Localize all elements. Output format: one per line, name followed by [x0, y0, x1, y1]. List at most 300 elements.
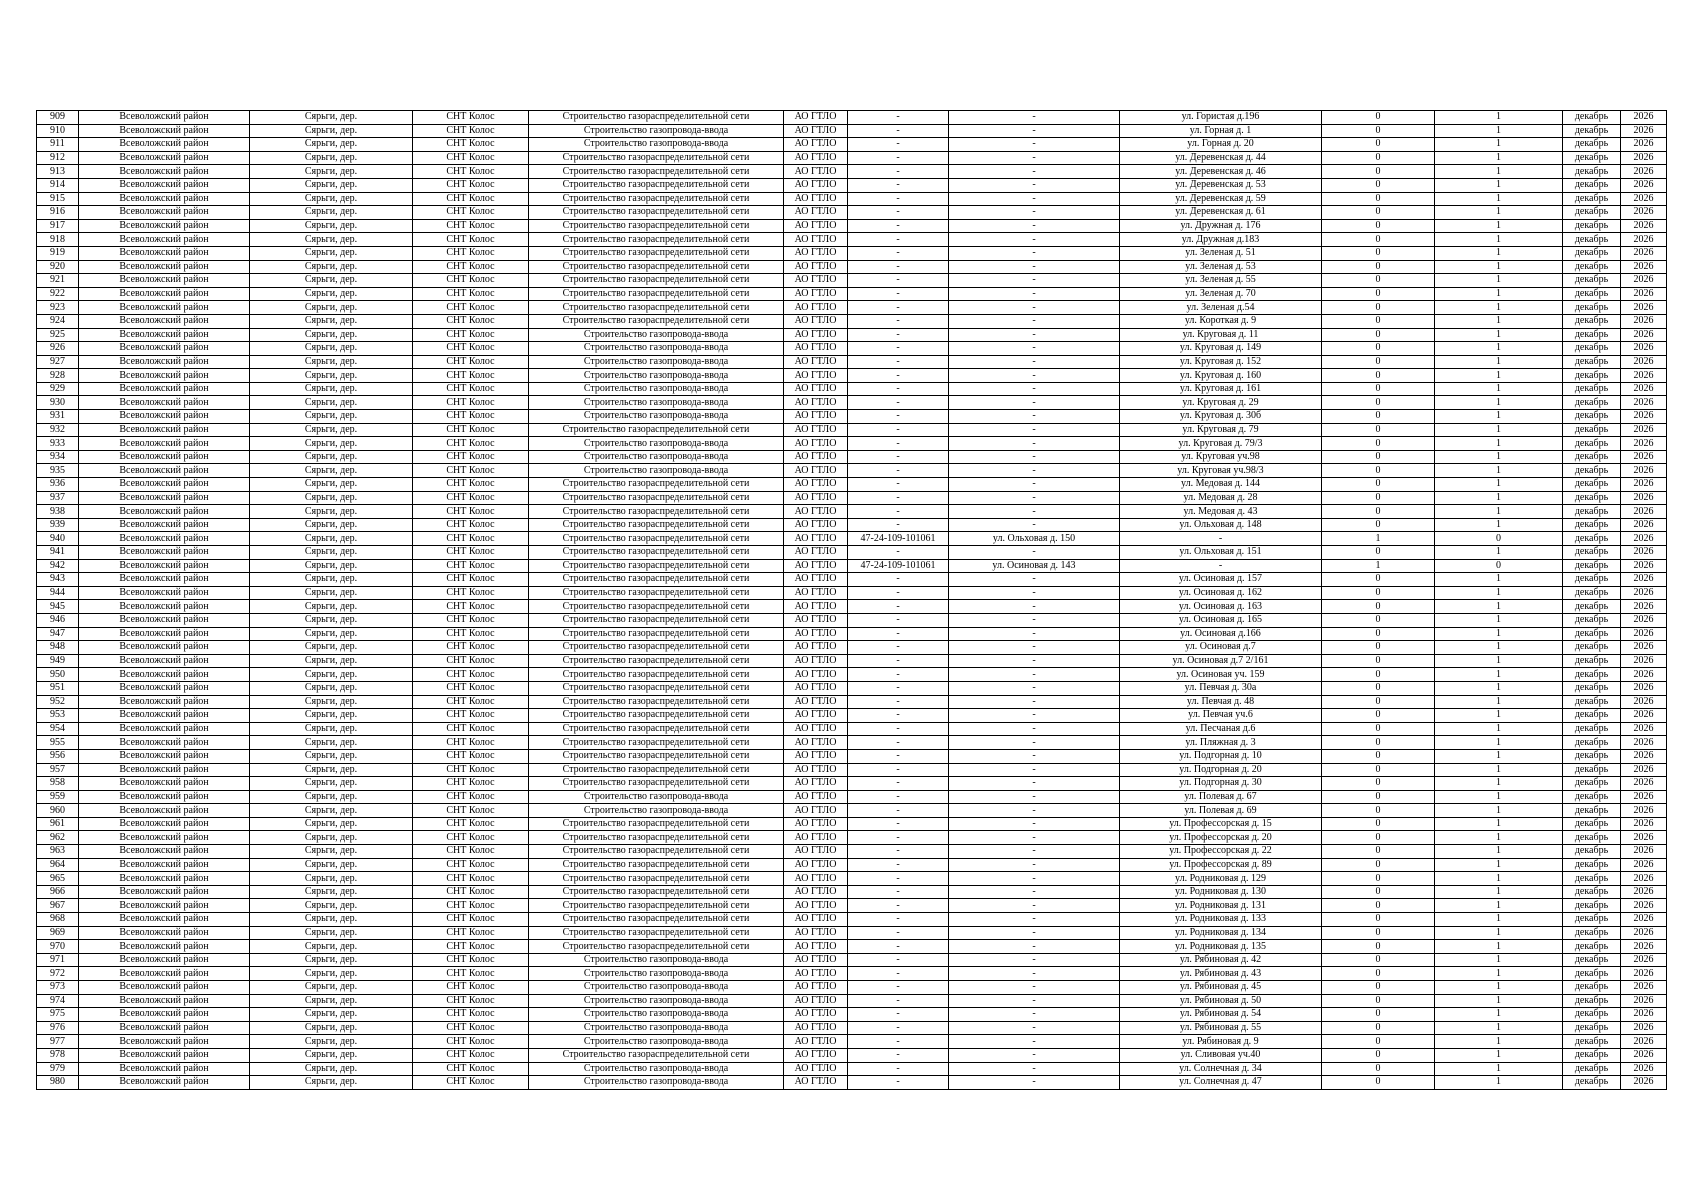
cell-work-type: Строительство газораспределительной сети: [529, 314, 784, 328]
cell-district: Всеволожский район: [79, 206, 250, 220]
table-row: [37, 111, 1667, 125]
cell-settlement: Сярьги, дер.: [250, 627, 413, 641]
cell-cadastral-number: -: [848, 994, 949, 1008]
cell-row-number: 913: [37, 165, 79, 179]
cell-month: декабрь: [1563, 151, 1621, 165]
cell-association: СНТ Колос: [413, 165, 529, 179]
cell-count-b: 1: [1435, 546, 1563, 560]
cell-work-type: Строительство газораспределительной сети: [529, 654, 784, 668]
cell-year: 2026: [1621, 478, 1667, 492]
cell-month: декабрь: [1563, 1021, 1621, 1035]
cell-plot-address: -: [949, 953, 1120, 967]
cell-count-b: 1: [1435, 342, 1563, 356]
cell-street-address: ул. Рябиновая д. 54: [1120, 1008, 1322, 1022]
cell-year: 2026: [1621, 722, 1667, 736]
cell-year: 2026: [1621, 831, 1667, 845]
cell-district: Всеволожский район: [79, 654, 250, 668]
cell-organization: АО ГТЛО: [784, 287, 848, 301]
cell-organization: АО ГТЛО: [784, 450, 848, 464]
cell-month: декабрь: [1563, 192, 1621, 206]
cell-month: декабрь: [1563, 654, 1621, 668]
cell-plot-address: -: [949, 274, 1120, 288]
cell-street-address: ул. Зеленая д. 70: [1120, 287, 1322, 301]
cell-cadastral-number: -: [848, 1035, 949, 1049]
cell-district: Всеволожский район: [79, 437, 250, 451]
cell-count-b: 1: [1435, 178, 1563, 192]
cell-cadastral-number: -: [848, 913, 949, 927]
cell-association: СНТ Колос: [413, 478, 529, 492]
cell-association: СНТ Колос: [413, 546, 529, 560]
cell-association: СНТ Колос: [413, 246, 529, 260]
cell-work-type: Строительство газораспределительной сети: [529, 668, 784, 682]
cell-association: СНТ Колос: [413, 437, 529, 451]
cell-district: Всеволожский район: [79, 233, 250, 247]
cell-count-b: 1: [1435, 668, 1563, 682]
cell-year: 2026: [1621, 817, 1667, 831]
cell-plot-address: -: [949, 314, 1120, 328]
cell-association: СНТ Колос: [413, 600, 529, 614]
cell-cadastral-number: -: [848, 777, 949, 791]
cell-cadastral-number: -: [848, 178, 949, 192]
cell-work-type: Строительство газопровода-ввода: [529, 328, 784, 342]
cell-work-type: Строительство газопровода-ввода: [529, 396, 784, 410]
cell-count-b: 1: [1435, 804, 1563, 818]
cell-work-type: Строительство газораспределительной сети: [529, 586, 784, 600]
cell-row-number: 961: [37, 817, 79, 831]
table-row: [37, 491, 1667, 505]
cell-row-number: 927: [37, 355, 79, 369]
cell-work-type: Строительство газопровода-ввода: [529, 953, 784, 967]
cell-settlement: Сярьги, дер.: [250, 559, 413, 573]
cell-settlement: Сярьги, дер.: [250, 1076, 413, 1090]
cell-year: 2026: [1621, 695, 1667, 709]
cell-count-a: 0: [1322, 872, 1435, 886]
cell-district: Всеволожский район: [79, 546, 250, 560]
cell-row-number: 947: [37, 627, 79, 641]
cell-row-number: 952: [37, 695, 79, 709]
cell-row-number: 963: [37, 845, 79, 859]
cell-cadastral-number: -: [848, 763, 949, 777]
cell-district: Всеволожский район: [79, 831, 250, 845]
cell-district: Всеволожский район: [79, 382, 250, 396]
cell-month: декабрь: [1563, 600, 1621, 614]
cell-organization: АО ГТЛО: [784, 491, 848, 505]
cell-street-address: ул. Круговая д. 160: [1120, 369, 1322, 383]
cell-association: СНТ Колос: [413, 192, 529, 206]
cell-association: СНТ Колос: [413, 641, 529, 655]
table-row: [37, 885, 1667, 899]
cell-count-b: 1: [1435, 994, 1563, 1008]
cell-month: декабрь: [1563, 749, 1621, 763]
cell-plot-address: -: [949, 287, 1120, 301]
cell-count-b: 1: [1435, 314, 1563, 328]
cell-plot-address: -: [949, 967, 1120, 981]
cell-month: декабрь: [1563, 926, 1621, 940]
cell-settlement: Сярьги, дер.: [250, 681, 413, 695]
cell-street-address: ул. Профессорская д. 20: [1120, 831, 1322, 845]
cell-row-number: 956: [37, 749, 79, 763]
cell-district: Всеволожский район: [79, 328, 250, 342]
cell-association: СНТ Колос: [413, 804, 529, 818]
cell-month: декабрь: [1563, 274, 1621, 288]
cell-settlement: Сярьги, дер.: [250, 994, 413, 1008]
cell-month: декабрь: [1563, 260, 1621, 274]
cell-street-address: ул. Осиновая уч. 159: [1120, 668, 1322, 682]
cell-plot-address: -: [949, 777, 1120, 791]
cell-plot-address: -: [949, 1048, 1120, 1062]
cell-month: декабрь: [1563, 1076, 1621, 1090]
cell-settlement: Сярьги, дер.: [250, 342, 413, 356]
cell-plot-address: -: [949, 1062, 1120, 1076]
cell-count-b: 1: [1435, 260, 1563, 274]
cell-plot-address: -: [949, 790, 1120, 804]
cell-settlement: Сярьги, дер.: [250, 260, 413, 274]
cell-row-number: 922: [37, 287, 79, 301]
table-row: [37, 790, 1667, 804]
table-row: [37, 301, 1667, 315]
cell-cadastral-number: 47-24-109-101061: [848, 532, 949, 546]
cell-organization: АО ГТЛО: [784, 668, 848, 682]
cell-street-address: ул. Сливовая уч.40: [1120, 1048, 1322, 1062]
cell-plot-address: -: [949, 165, 1120, 179]
cell-plot-address: -: [949, 369, 1120, 383]
cell-work-type: Строительство газопровода-ввода: [529, 138, 784, 152]
cell-count-a: 0: [1322, 246, 1435, 260]
cell-count-a: 0: [1322, 736, 1435, 750]
cell-association: СНТ Колос: [413, 777, 529, 791]
cell-count-b: 1: [1435, 1035, 1563, 1049]
cell-month: декабрь: [1563, 355, 1621, 369]
cell-association: СНТ Колос: [413, 681, 529, 695]
cell-organization: АО ГТЛО: [784, 777, 848, 791]
cell-month: декабрь: [1563, 478, 1621, 492]
cell-cadastral-number: -: [848, 1021, 949, 1035]
cell-count-a: 0: [1322, 763, 1435, 777]
cell-cadastral-number: -: [848, 573, 949, 587]
table-row: [37, 233, 1667, 247]
cell-association: СНТ Колос: [413, 695, 529, 709]
cell-cadastral-number: -: [848, 1008, 949, 1022]
cell-month: декабрь: [1563, 777, 1621, 791]
cell-row-number: 958: [37, 777, 79, 791]
table-row: [37, 831, 1667, 845]
cell-year: 2026: [1621, 804, 1667, 818]
cell-plot-address: ул. Ольховая д. 150: [949, 532, 1120, 546]
cell-year: 2026: [1621, 206, 1667, 220]
cell-association: СНТ Колос: [413, 328, 529, 342]
cell-count-b: 1: [1435, 1076, 1563, 1090]
cell-count-b: 1: [1435, 450, 1563, 464]
cell-month: декабрь: [1563, 206, 1621, 220]
cell-count-b: 1: [1435, 423, 1563, 437]
table-row: [37, 287, 1667, 301]
cell-cadastral-number: -: [848, 287, 949, 301]
cell-organization: АО ГТЛО: [784, 885, 848, 899]
cell-district: Всеволожский район: [79, 573, 250, 587]
cell-district: Всеволожский район: [79, 681, 250, 695]
cell-street-address: -: [1120, 532, 1322, 546]
cell-count-a: 0: [1322, 994, 1435, 1008]
cell-association: СНТ Колос: [413, 709, 529, 723]
cell-association: СНТ Колос: [413, 274, 529, 288]
cell-street-address: ул. Деревенская д. 46: [1120, 165, 1322, 179]
cell-street-address: ул. Подгорная д. 30: [1120, 777, 1322, 791]
cell-count-a: 0: [1322, 926, 1435, 940]
cell-year: 2026: [1621, 981, 1667, 995]
cell-association: СНТ Колос: [413, 872, 529, 886]
cell-cadastral-number: -: [848, 342, 949, 356]
cell-year: 2026: [1621, 627, 1667, 641]
cell-count-a: 0: [1322, 287, 1435, 301]
cell-count-b: 1: [1435, 151, 1563, 165]
cell-cadastral-number: -: [848, 219, 949, 233]
cell-year: 2026: [1621, 546, 1667, 560]
cell-month: декабрь: [1563, 138, 1621, 152]
cell-organization: АО ГТЛО: [784, 586, 848, 600]
table-row: [37, 410, 1667, 424]
cell-street-address: ул. Горная д. 20: [1120, 138, 1322, 152]
cell-settlement: Сярьги, дер.: [250, 165, 413, 179]
cell-cadastral-number: -: [848, 328, 949, 342]
cell-year: 2026: [1621, 491, 1667, 505]
cell-organization: АО ГТЛО: [784, 899, 848, 913]
cell-plot-address: -: [949, 505, 1120, 519]
cell-count-a: 0: [1322, 369, 1435, 383]
cell-month: декабрь: [1563, 546, 1621, 560]
cell-work-type: Строительство газопровода-ввода: [529, 437, 784, 451]
cell-count-a: 0: [1322, 382, 1435, 396]
cell-cadastral-number: -: [848, 613, 949, 627]
cell-settlement: Сярьги, дер.: [250, 532, 413, 546]
cell-organization: АО ГТЛО: [784, 328, 848, 342]
cell-row-number: 924: [37, 314, 79, 328]
cell-count-b: 1: [1435, 736, 1563, 750]
cell-year: 2026: [1621, 899, 1667, 913]
cell-organization: АО ГТЛО: [784, 967, 848, 981]
cell-work-type: Строительство газораспределительной сети: [529, 233, 784, 247]
cell-organization: АО ГТЛО: [784, 845, 848, 859]
cell-year: 2026: [1621, 138, 1667, 152]
cell-district: Всеволожский район: [79, 369, 250, 383]
cell-month: декабрь: [1563, 369, 1621, 383]
cell-settlement: Сярьги, дер.: [250, 505, 413, 519]
cell-month: декабрь: [1563, 328, 1621, 342]
cell-settlement: Сярьги, дер.: [250, 1021, 413, 1035]
cell-settlement: Сярьги, дер.: [250, 396, 413, 410]
cell-settlement: Сярьги, дер.: [250, 722, 413, 736]
cell-cadastral-number: -: [848, 518, 949, 532]
cell-district: Всеволожский район: [79, 736, 250, 750]
cell-settlement: Сярьги, дер.: [250, 926, 413, 940]
cell-district: Всеволожский район: [79, 709, 250, 723]
cell-street-address: ул. Рябиновая д. 42: [1120, 953, 1322, 967]
cell-cadastral-number: -: [848, 478, 949, 492]
cell-count-a: 0: [1322, 355, 1435, 369]
cell-district: Всеволожский район: [79, 491, 250, 505]
cell-street-address: ул. Осиновая д. 162: [1120, 586, 1322, 600]
cell-count-a: 0: [1322, 627, 1435, 641]
cell-work-type: Строительство газораспределительной сети: [529, 695, 784, 709]
cell-month: декабрь: [1563, 967, 1621, 981]
cell-count-a: 0: [1322, 981, 1435, 995]
cell-work-type: Строительство газораспределительной сети: [529, 817, 784, 831]
cell-count-a: 0: [1322, 600, 1435, 614]
cell-association: СНТ Колос: [413, 1062, 529, 1076]
cell-count-b: 1: [1435, 410, 1563, 424]
cell-settlement: Сярьги, дер.: [250, 1048, 413, 1062]
cell-row-number: 926: [37, 342, 79, 356]
cell-count-a: 0: [1322, 668, 1435, 682]
cell-year: 2026: [1621, 1076, 1667, 1090]
cell-district: Всеволожский район: [79, 219, 250, 233]
cell-organization: АО ГТЛО: [784, 246, 848, 260]
cell-district: Всеволожский район: [79, 953, 250, 967]
cell-work-type: Строительство газопровода-ввода: [529, 1035, 784, 1049]
cell-district: Всеволожский район: [79, 858, 250, 872]
cell-count-b: 1: [1435, 817, 1563, 831]
cell-association: СНТ Колос: [413, 858, 529, 872]
cell-count-a: 0: [1322, 518, 1435, 532]
table-row: [37, 641, 1667, 655]
cell-count-b: 1: [1435, 749, 1563, 763]
cell-row-number: 915: [37, 192, 79, 206]
cell-district: Всеволожский район: [79, 641, 250, 655]
cell-street-address: ул. Певчая уч.6: [1120, 709, 1322, 723]
cell-district: Всеволожский район: [79, 804, 250, 818]
cell-month: декабрь: [1563, 314, 1621, 328]
table-row: [37, 274, 1667, 288]
cell-year: 2026: [1621, 111, 1667, 125]
cell-cadastral-number: -: [848, 437, 949, 451]
cell-association: СНТ Колос: [413, 1021, 529, 1035]
cell-district: Всеволожский район: [79, 138, 250, 152]
cell-settlement: Сярьги, дер.: [250, 641, 413, 655]
cell-work-type: Строительство газопровода-ввода: [529, 1021, 784, 1035]
cell-association: СНТ Колос: [413, 573, 529, 587]
cell-association: СНТ Колос: [413, 1076, 529, 1090]
cell-plot-address: -: [949, 423, 1120, 437]
cell-count-a: 0: [1322, 151, 1435, 165]
cell-organization: АО ГТЛО: [784, 804, 848, 818]
cell-association: СНТ Колос: [413, 369, 529, 383]
cell-cadastral-number: -: [848, 695, 949, 709]
cell-count-a: 0: [1322, 913, 1435, 927]
cell-year: 2026: [1621, 260, 1667, 274]
cell-cadastral-number: -: [848, 940, 949, 954]
cell-count-b: 1: [1435, 913, 1563, 927]
cell-work-type: Строительство газораспределительной сети: [529, 613, 784, 627]
cell-count-b: 1: [1435, 233, 1563, 247]
table-body: [37, 111, 1667, 1090]
table-row: [37, 736, 1667, 750]
cell-work-type: Строительство газораспределительной сети: [529, 518, 784, 532]
cell-work-type: Строительство газораспределительной сети: [529, 260, 784, 274]
cell-organization: АО ГТЛО: [784, 695, 848, 709]
cell-organization: АО ГТЛО: [784, 926, 848, 940]
cell-district: Всеволожский район: [79, 450, 250, 464]
cell-count-a: 0: [1322, 831, 1435, 845]
cell-year: 2026: [1621, 709, 1667, 723]
cell-count-b: 1: [1435, 654, 1563, 668]
cell-street-address: ул. Осиновая д.166: [1120, 627, 1322, 641]
cell-cadastral-number: -: [848, 491, 949, 505]
cell-settlement: Сярьги, дер.: [250, 763, 413, 777]
cell-district: Всеволожский район: [79, 967, 250, 981]
cell-plot-address: -: [949, 111, 1120, 125]
cell-street-address: ул. Гористая д.196: [1120, 111, 1322, 125]
cell-organization: АО ГТЛО: [784, 641, 848, 655]
cell-plot-address: -: [949, 573, 1120, 587]
cell-year: 2026: [1621, 845, 1667, 859]
cell-street-address: ул. Певчая д. 48: [1120, 695, 1322, 709]
cell-year: 2026: [1621, 219, 1667, 233]
cell-organization: АО ГТЛО: [784, 600, 848, 614]
cell-year: 2026: [1621, 1021, 1667, 1035]
cell-association: СНТ Колос: [413, 342, 529, 356]
cell-count-b: 1: [1435, 940, 1563, 954]
cell-organization: АО ГТЛО: [784, 1035, 848, 1049]
table-row: [37, 437, 1667, 451]
cell-district: Всеволожский район: [79, 695, 250, 709]
cell-association: СНТ Колос: [413, 926, 529, 940]
cell-organization: АО ГТЛО: [784, 478, 848, 492]
cell-street-address: ул. Круговая д. 149: [1120, 342, 1322, 356]
cell-work-type: Строительство газопровода-ввода: [529, 994, 784, 1008]
cell-association: СНТ Колос: [413, 1008, 529, 1022]
cell-settlement: Сярьги, дер.: [250, 967, 413, 981]
cell-count-a: 0: [1322, 790, 1435, 804]
cell-plot-address: -: [949, 178, 1120, 192]
cell-settlement: Сярьги, дер.: [250, 450, 413, 464]
cell-association: СНТ Колос: [413, 722, 529, 736]
cell-plot-address: -: [949, 219, 1120, 233]
cell-cadastral-number: -: [848, 369, 949, 383]
cell-street-address: ул. Родниковая д. 130: [1120, 885, 1322, 899]
cell-street-address: ул. Горная д. 1: [1120, 124, 1322, 138]
cell-organization: АО ГТЛО: [784, 627, 848, 641]
cell-cadastral-number: 47-24-109-101061: [848, 559, 949, 573]
cell-work-type: Строительство газораспределительной сети: [529, 885, 784, 899]
cell-year: 2026: [1621, 423, 1667, 437]
cell-count-a: 0: [1322, 505, 1435, 519]
cell-street-address: ул. Родниковая д. 133: [1120, 913, 1322, 927]
cell-organization: АО ГТЛО: [784, 763, 848, 777]
cell-row-number: 968: [37, 913, 79, 927]
cell-row-number: 980: [37, 1076, 79, 1090]
cell-count-b: 1: [1435, 1062, 1563, 1076]
cell-count-b: 1: [1435, 790, 1563, 804]
cell-count-b: 1: [1435, 1048, 1563, 1062]
cell-district: Всеволожский район: [79, 301, 250, 315]
cell-street-address: ул. Круговая д. 152: [1120, 355, 1322, 369]
cell-year: 2026: [1621, 314, 1667, 328]
cell-month: декабрь: [1563, 627, 1621, 641]
cell-row-number: 953: [37, 709, 79, 723]
table-row: [37, 940, 1667, 954]
cell-settlement: Сярьги, дер.: [250, 382, 413, 396]
cell-organization: АО ГТЛО: [784, 913, 848, 927]
cell-row-number: 964: [37, 858, 79, 872]
cell-settlement: Сярьги, дер.: [250, 749, 413, 763]
cell-year: 2026: [1621, 858, 1667, 872]
cell-work-type: Строительство газораспределительной сети: [529, 111, 784, 125]
table-row: [37, 777, 1667, 791]
cell-count-a: 0: [1322, 301, 1435, 315]
cell-settlement: Сярьги, дер.: [250, 668, 413, 682]
cell-street-address: ул. Профессорская д. 15: [1120, 817, 1322, 831]
cell-cadastral-number: -: [848, 192, 949, 206]
cell-district: Всеволожский район: [79, 532, 250, 546]
